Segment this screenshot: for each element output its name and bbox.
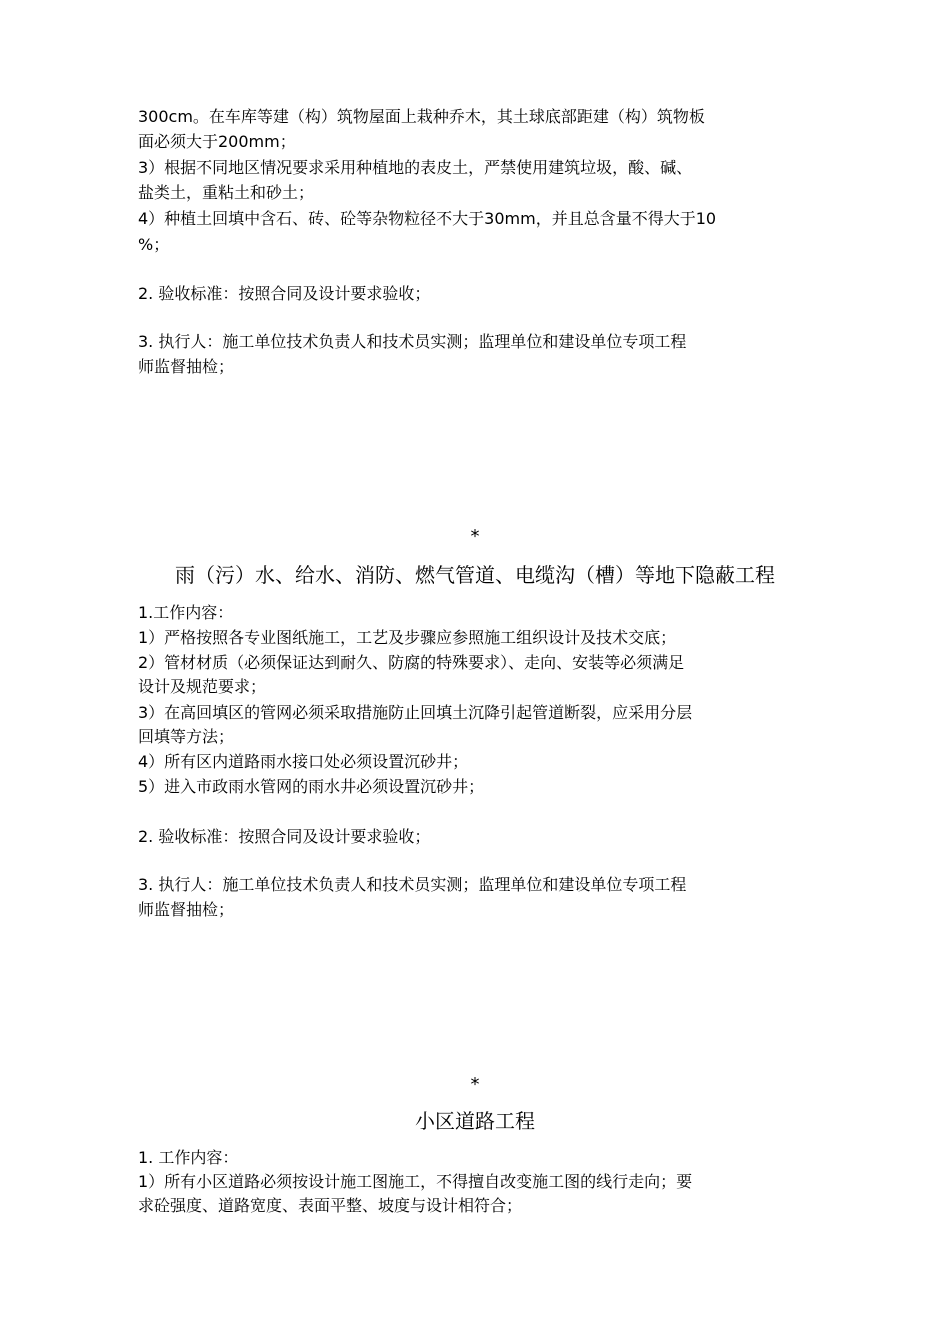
text-line: 盐类土，重粘土和砂土； <box>138 183 315 202</box>
text-line: 师监督抽检； <box>138 357 235 376</box>
text-line: 300cm。在车库等建（构）筑物屋面上栽种乔木，其土球底部距建（构）筑物板 <box>138 107 705 126</box>
text-line: 4）种植土回填中含石、砖、砼等杂物粒径不大于30mm，并且总含量不得大于10 <box>138 209 717 228</box>
executor-line: 3. 执行人：施工单位技术负责人和技术员实测；监理单位和建设单位专项工程 <box>138 332 687 351</box>
text-line: 5）进入市政雨水管网的雨水井必须设置沉砂井； <box>138 777 485 796</box>
text-line: 面必须大于200mm； <box>138 132 296 151</box>
text-line: 3）在高回填区的管网必须采取措施防止回填土沉降引起管道断裂，应采用分层 <box>138 703 693 722</box>
section-title-pipes: 雨（污）水、给水、消防、燃气管道、电缆沟（槽）等地下隐蔽工程 <box>175 563 775 587</box>
acceptance-standard-line: 2. 验收标准：按照合同及设计要求验收； <box>138 284 431 303</box>
acceptance-standard-line: 2. 验收标准：按照合同及设计要求验收； <box>138 827 431 846</box>
section-marker: * <box>470 526 480 547</box>
text-line: 1.工作内容： <box>138 603 234 622</box>
text-line: 3）根据不同地区情况要求采用种植地的表皮土，严禁使用建筑垃圾，酸、碱、 <box>138 158 693 177</box>
text-line: 1）所有小区道路必须按设计施工图施工，不得擅自改变施工图的线行走向；要 <box>138 1172 693 1191</box>
section-title-roads: 小区道路工程 <box>415 1109 535 1133</box>
executor-line: 3. 执行人：施工单位技术负责人和技术员实测；监理单位和建设单位专项工程 <box>138 875 687 894</box>
text-line: 4）所有区内道路雨水接口处必须设置沉砂井； <box>138 752 469 771</box>
text-line: 1. 工作内容： <box>138 1148 239 1167</box>
text-line: %； <box>138 235 170 254</box>
text-line: 求砼强度、道路宽度、表面平整、坡度与设计相符合； <box>138 1196 523 1215</box>
text-line: 回填等方法； <box>138 727 235 746</box>
text-line: 设计及规范要求； <box>138 677 267 696</box>
section-marker: * <box>470 1074 480 1095</box>
text-line: 师监督抽检； <box>138 900 235 919</box>
text-line: 1）严格按照各专业图纸施工，工艺及步骤应参照施工组织设计及技术交底； <box>138 628 677 647</box>
text-line: 2）管材材质（必须保证达到耐久、防腐的特殊要求）、走向、安装等必须满足 <box>138 653 685 672</box>
